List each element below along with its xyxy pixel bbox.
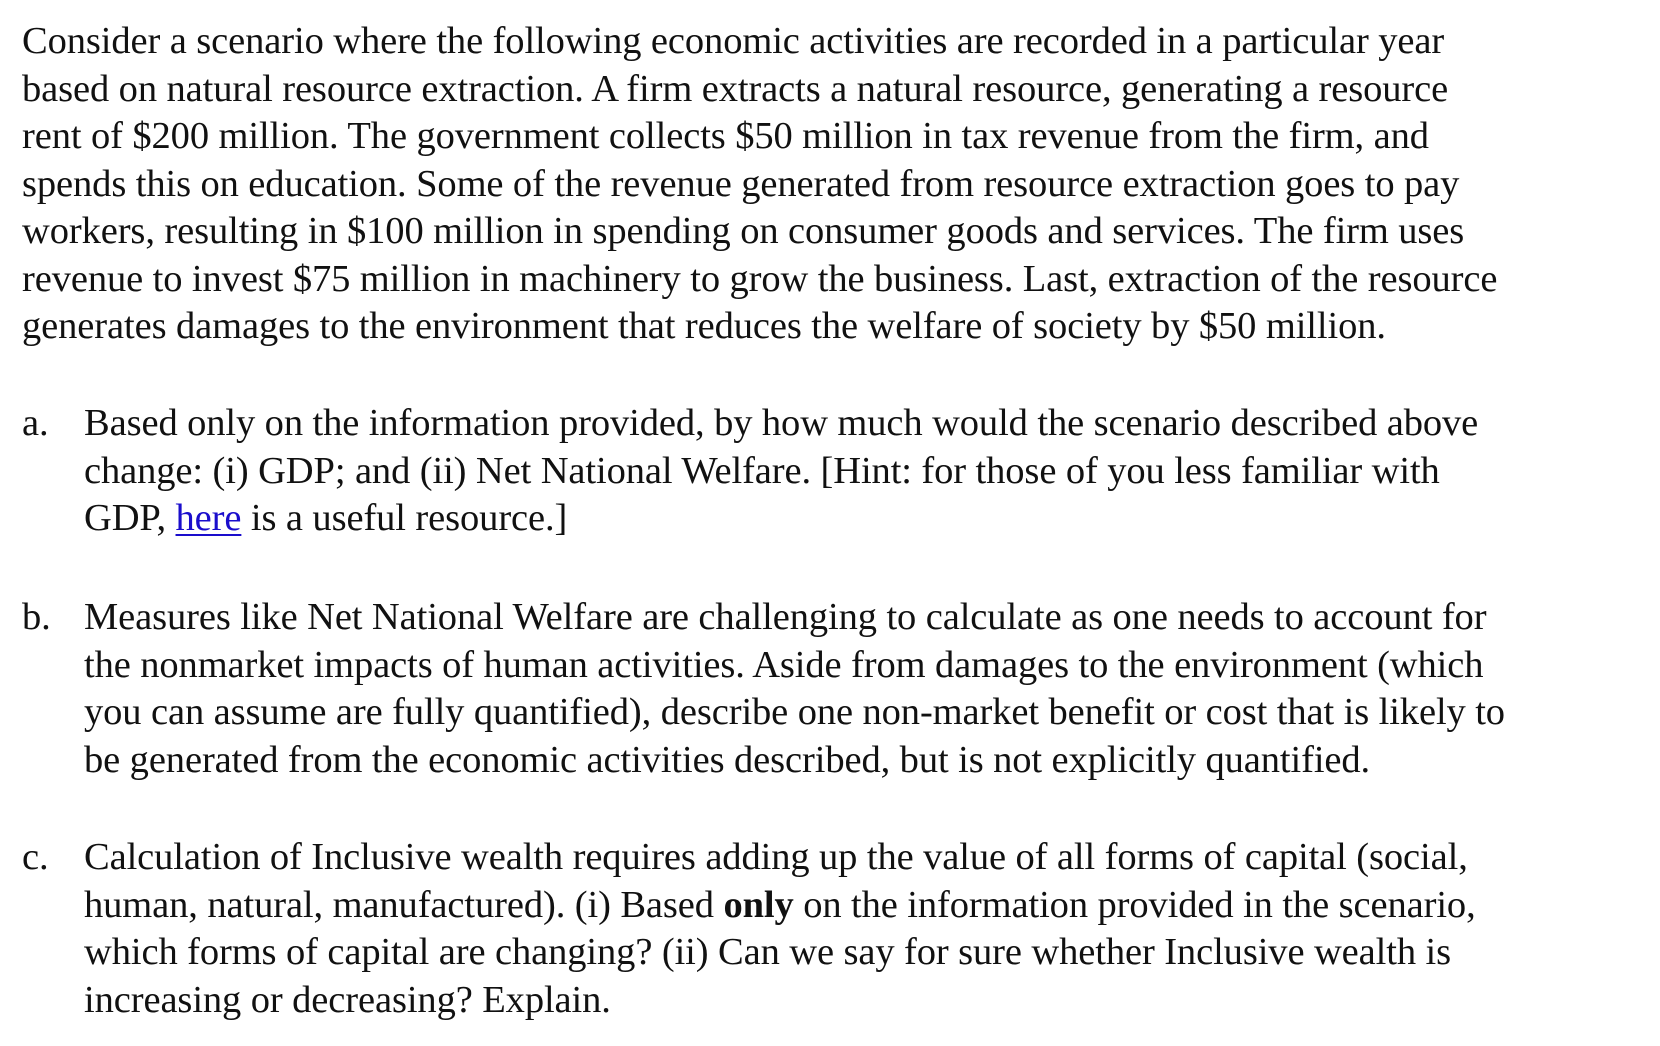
question-c-line2-end: on the information provided in the scenario, [793,883,1476,926]
scenario-paragraph [22,18,1622,351]
gdp-resource-link[interactable]: here [175,497,242,539]
question-c-marker: c. [22,836,49,878]
scenario-line: rent of $200 million. The government collects $50 million in tax revenue from the firm, and [22,115,1429,157]
scenario-line: workers, resulting in $100 million in spending on consumer goods and services. The firm uses [22,210,1465,252]
scenario-line: revenue to invest $75 million in machinery to grow the business. Last, extraction of the resource [22,257,1498,300]
question-b-text [84,594,1624,784]
scenario-line: Consider a scenario where the following economic activities are recorded in a particular year [22,20,1445,62]
scenario-line: generates damages to the environment that reduces the welfare of society by $50 million. [22,305,1386,347]
question-a-line3-end: is a useful resource.] [241,497,568,539]
question-line: increasing or decreasing? Explain. [84,978,611,1021]
question-c-line2-start: human, natural, manufactured). (i) Based [84,883,724,926]
question-b-marker: b. [22,596,51,638]
question-line: Calculation of Inclusive wealth requires adding up the value of all forms of capital (social, [84,836,1468,878]
document [22,18,1622,1021]
scenario-line: based on natural resource extraction. A firm extracts a natural resource, generating a resource [22,67,1449,110]
question-line [84,882,1624,930]
question-line: Based only on the information provided, by how much would the scenario described above [84,402,1479,444]
question-line [84,495,1624,543]
question-line: which forms of capital are changing? (ii) Can we say for sure whether Inclusive wealth is [84,931,1451,973]
question-line: Measures like Net National Welfare are challenging to calculate as one needs to account for [84,596,1487,638]
question-a-line3-start: GDP, [84,497,176,539]
emphasis-only: only [723,883,794,926]
question-c-text [84,834,1624,1024]
question-line: change: (i) GDP; and (ii) Net National Welfare. [Hint: for those of you less familiar with [84,449,1440,492]
question-line: you can assume are fully quantified), describe one non-market benefit or cost that is likely to [84,691,1505,733]
question-a-text [84,400,1624,543]
question-a-marker: a. [22,402,49,444]
question-line: the nonmarket impacts of human activities. Aside from damages to the environment (which [84,643,1484,686]
scenario-line: spends this on education. Some of the revenue generated from resource extraction goes to pay [22,162,1460,205]
question-line: be generated from the economic activities described, but is not explicitly quantified. [84,738,1371,781]
